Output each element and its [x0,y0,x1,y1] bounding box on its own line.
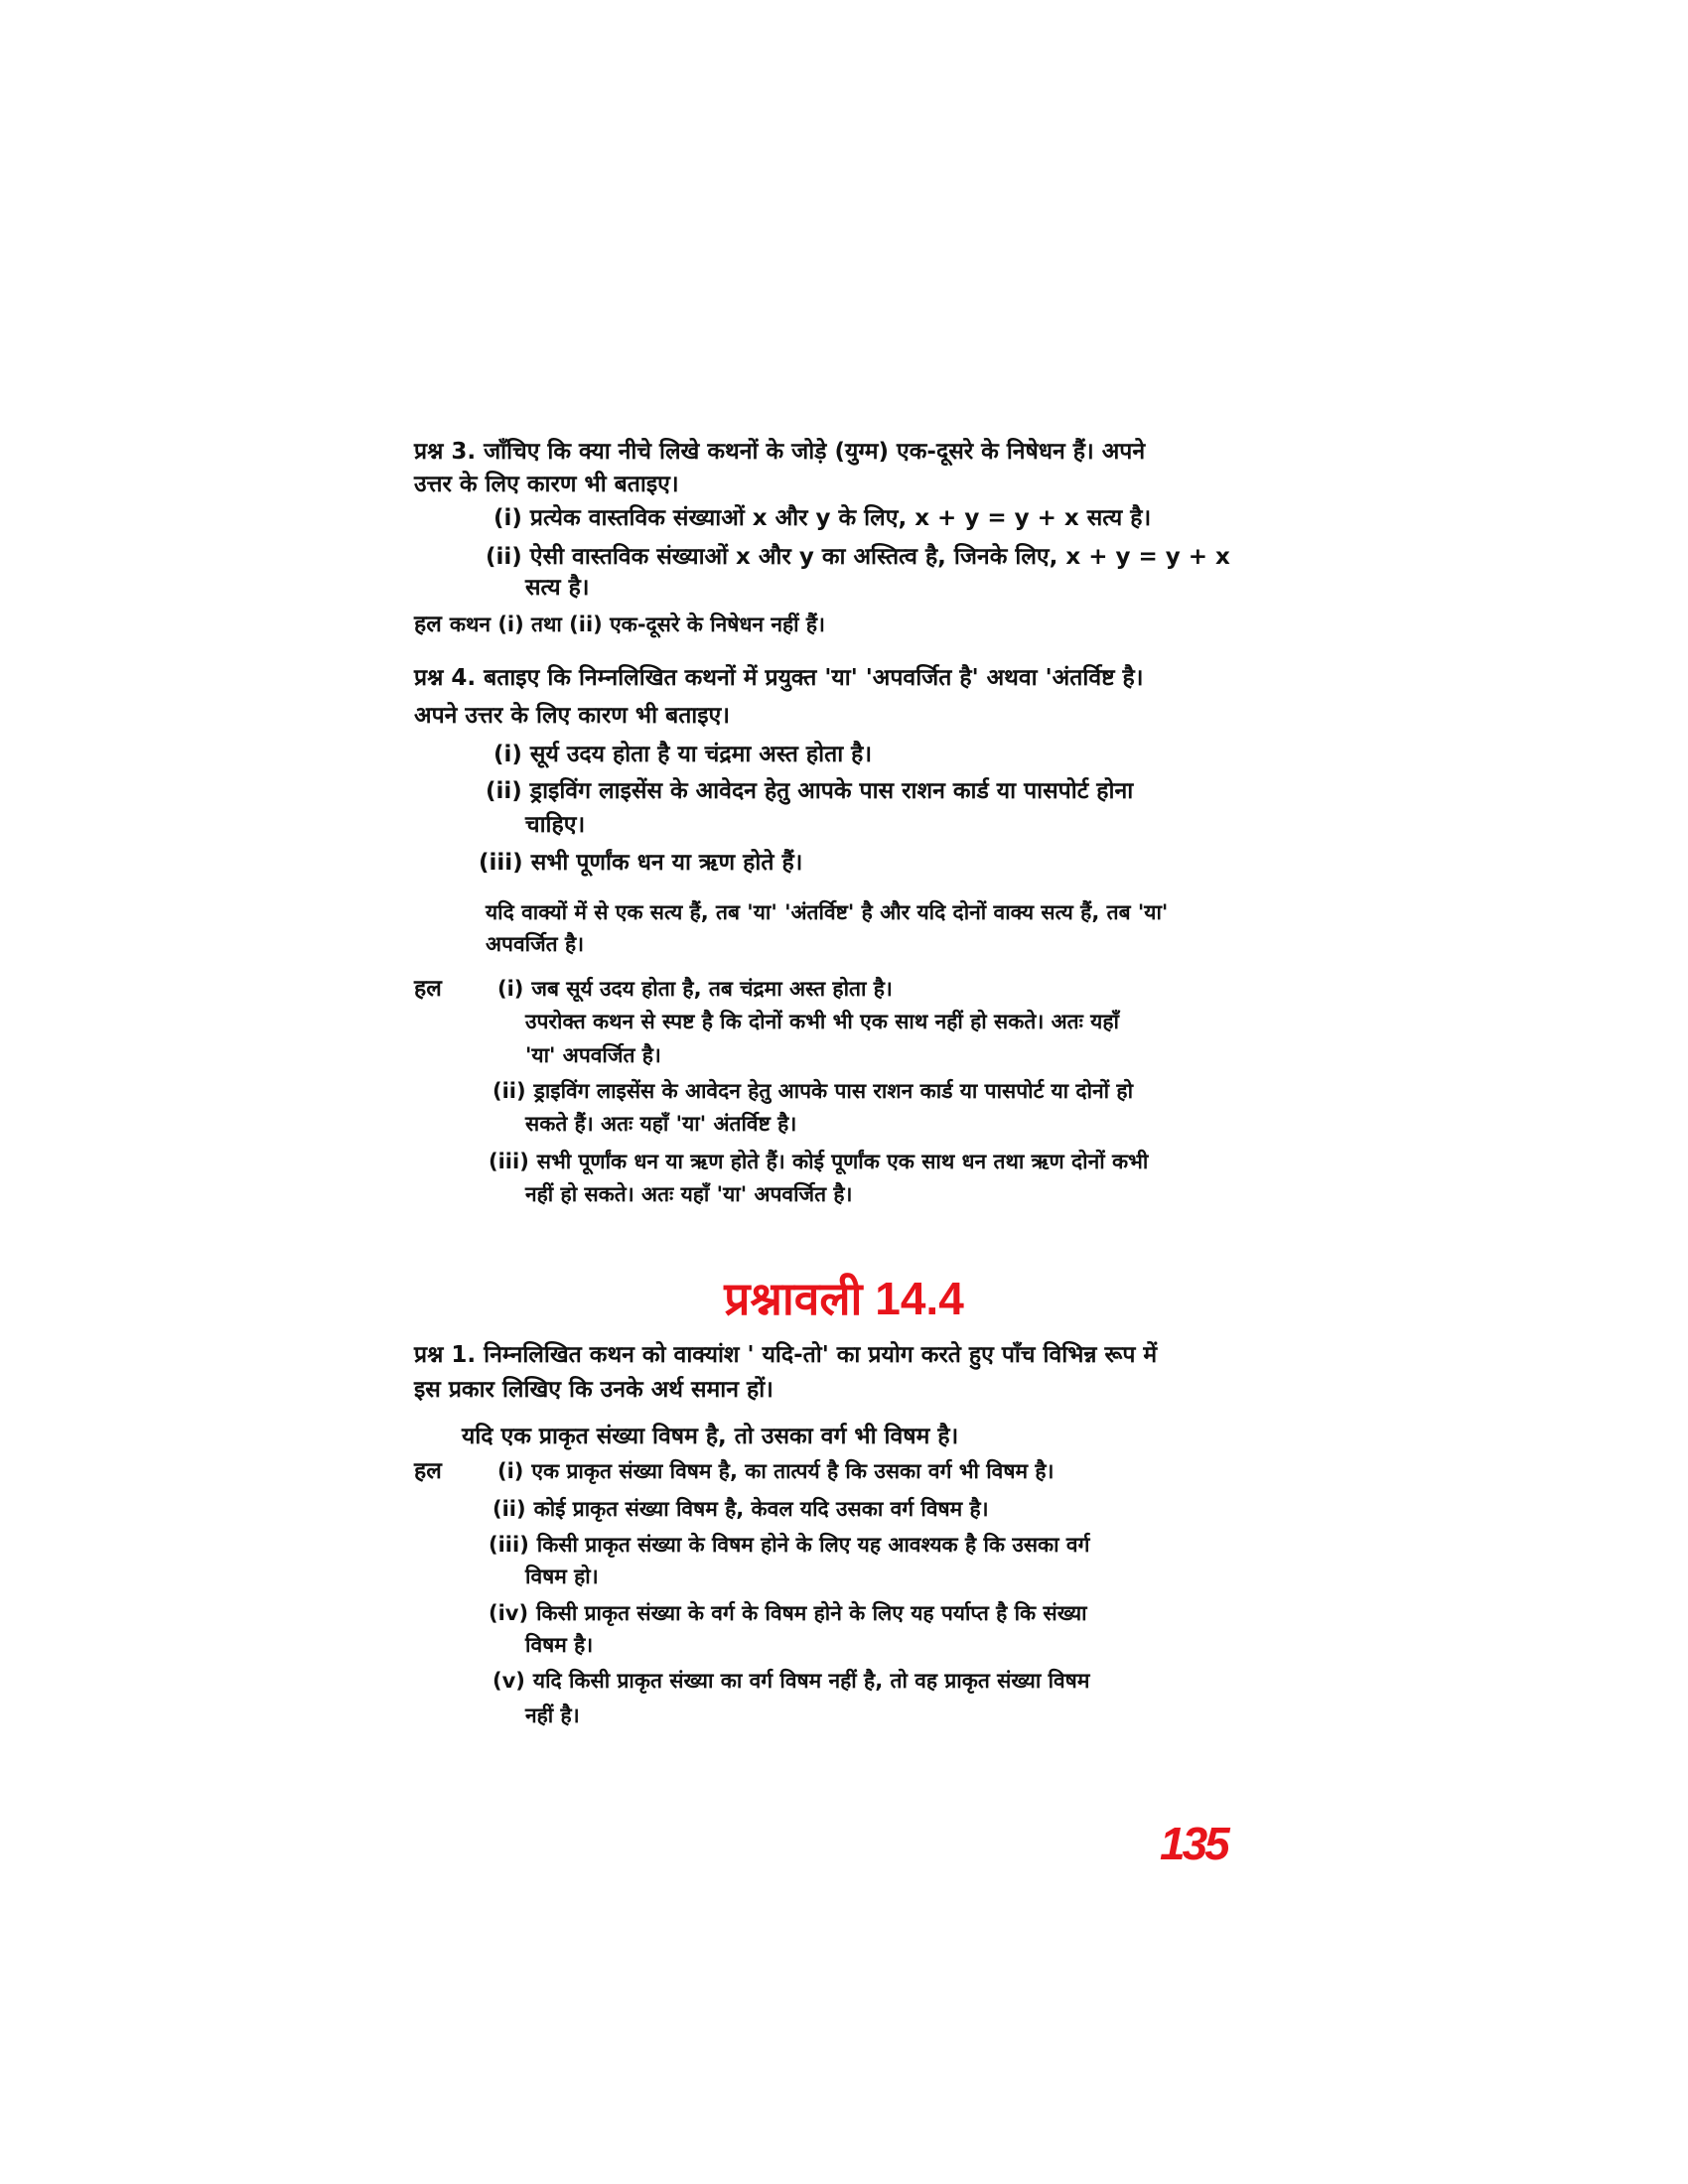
item-number: (i) [497,1459,524,1483]
item-number: (iii) [479,850,523,876]
q4-sol-i [497,974,893,1004]
item-text: ड्राइविंग लाइसेंस के आवेदन हेतु आपके पास राशन कार्ड या पासपोर्ट या दोनों हो [533,1079,1134,1103]
solution-text: कथन (i) तथा (ii) एक-दूसरे के निषेधन नहीं हैं। [449,613,825,636]
ex-q1-sol-v-line-2: नहीं है। [525,1704,580,1727]
item-number: (i) [493,505,522,531]
q3-line-2: उत्तर के लिए कारण भी बताइए। [414,472,679,497]
item-text: ऐसी वास्तविक संख्याओं x और y का अस्तित्व है, जिनके लिए, x + y = y + x [529,544,1230,570]
ex-q1-line-2: इस प्रकार लिखिए कि उनके अर्थ समान हों। [414,1377,774,1403]
item-number: (ii) [486,544,522,570]
q3-text: जाँचिए कि क्या नीचे लिखे कथनों के जोड़े (युग्म) एक-दूसरे के निषेधन हैं। अपने [484,439,1146,465]
q4-solution-label: हल [414,976,442,1002]
ex-q1-solution-label: हल [414,1458,442,1484]
ex-q1-label: प्रश्न 1. [414,1342,477,1368]
q4-sol-ii-line-2: सकते हैं। अतः यहाँ 'या' अंतर्विष्ट है। [525,1112,797,1136]
ex-q1-sol-iv-line-2: विषम है। [525,1633,594,1657]
q4-item-iii [479,848,802,878]
q4-sol-i-line-2: उपरोक्त कथन से स्पष्ट है कि दोनों कभी भी एक साथ नहीं हो सकते। अतः यहाँ [525,1010,1119,1033]
q3-item-ii [486,542,1230,572]
item-number: (v) [492,1669,525,1693]
item-number: (ii) [486,778,522,804]
item-text: प्रत्येक वास्तविक संख्याओं x और y के लिए, x + y = y + x सत्य है। [529,505,1152,531]
exercise-title: प्रश्नावली 14.4 [724,1273,964,1324]
ex-q1-sol-iii-line-2: विषम हो। [525,1565,599,1588]
ex-q1-text: निम्नलिखित कथन को वाक्यांश ' यदि-तो' का प्रयोग करते हुए पाँच विभिन्न रूप में [484,1342,1158,1368]
q4-item-ii [486,776,1133,806]
solution-label: हल [414,612,442,637]
q4-sol-iii-line-2: नहीं हो सकते। अतः यहाँ 'या' अपवर्जित है। [525,1182,853,1206]
q4-item-i [493,740,872,769]
q4-note-line-1: यदि वाक्यों में से एक सत्य हैं, तब 'या' 'अंतर्विष्ट' है और यदि दोनों वाक्य सत्य हैं, तब 'या' [486,900,1169,924]
q4-line-2: अपने उत्तर के लिए कारण भी बताइए। [414,703,730,729]
item-text: किसी प्राकृत संख्या के वर्ग के विषम होने के लिए यह पर्याप्त है कि संख्या [536,1601,1087,1625]
ex-q1-statement: यदि एक प्राकृत संख्या विषम है, तो उसका वर्ग भी विषम है। [462,1424,959,1449]
q4-item-ii-cont: चाहिए। [525,812,586,838]
ex-q1-sol-i [497,1456,1054,1486]
ex-q1-line-1 [414,1340,1157,1370]
q4-note-line-2: अपवर्जित है। [486,932,585,956]
ex-q1-sol-iv [489,1598,1087,1628]
item-text: यदि किसी प्राकृत संख्या का वर्ग विषम नहीं है, तो वह प्राकृत संख्या विषम [532,1669,1090,1693]
item-number: (i) [493,742,522,767]
q4-sol-iii [489,1147,1148,1176]
item-text: कोई प्राकृत संख्या विषम है, केवल यदि उसका वर्ग विषम है। [533,1497,989,1521]
item-text: सूर्य उदय होता है या चंद्रमा अस्त होता है। [529,742,873,767]
q3-label: प्रश्न 3. [414,439,477,465]
q3-item-ii-cont: सत्य है। [525,575,590,601]
item-text: किसी प्राकृत संख्या के विषम होने के लिए यह आवश्यक है कि उसका वर्ग [536,1533,1090,1557]
q3-solution [414,610,825,639]
item-number: (ii) [492,1079,526,1103]
q3-line-1 [414,437,1145,467]
q4-sol-i-line-3: 'या' अपवर्जित है। [525,1043,661,1067]
page-number: 135 [1160,1818,1227,1869]
item-text: ड्राइविंग लाइसेंस के आवेदन हेतु आपके पास राशन कार्ड या पासपोर्ट होना [529,778,1134,804]
q3-item-i [493,503,1151,533]
ex-q1-sol-ii [492,1494,989,1524]
item-text: सभी पूर्णांक धन या ऋण होते हैं। [530,850,803,876]
item-text: सभी पूर्णांक धन या ऋण होते हैं। कोई पूर्णांक एक साथ धन तथा ऋण दोनों कभी [536,1150,1149,1173]
item-number: (iii) [489,1150,529,1173]
item-number: (i) [497,977,524,1001]
item-number: (iv) [489,1601,529,1625]
q4-sol-ii [492,1076,1133,1106]
item-text: एक प्राकृत संख्या विषम है, का तात्पर्य है कि उसका वर्ग भी विषम है। [531,1459,1055,1483]
item-number: (iii) [489,1533,529,1557]
ex-q1-sol-iii [489,1530,1089,1560]
item-text: जब सूर्य उदय होता है, तब चंद्रमा अस्त होता है। [531,977,893,1001]
q4-line-1 [414,663,1143,693]
ex-q1-sol-v [492,1666,1089,1696]
q4-text: बताइए कि निम्नलिखित कथनों में प्रयुक्त 'या' 'अपवर्जित है' अथवा 'अंतर्विष्ट है। [484,665,1144,691]
item-number: (ii) [492,1497,526,1521]
q4-label: प्रश्न 4. [414,665,477,691]
